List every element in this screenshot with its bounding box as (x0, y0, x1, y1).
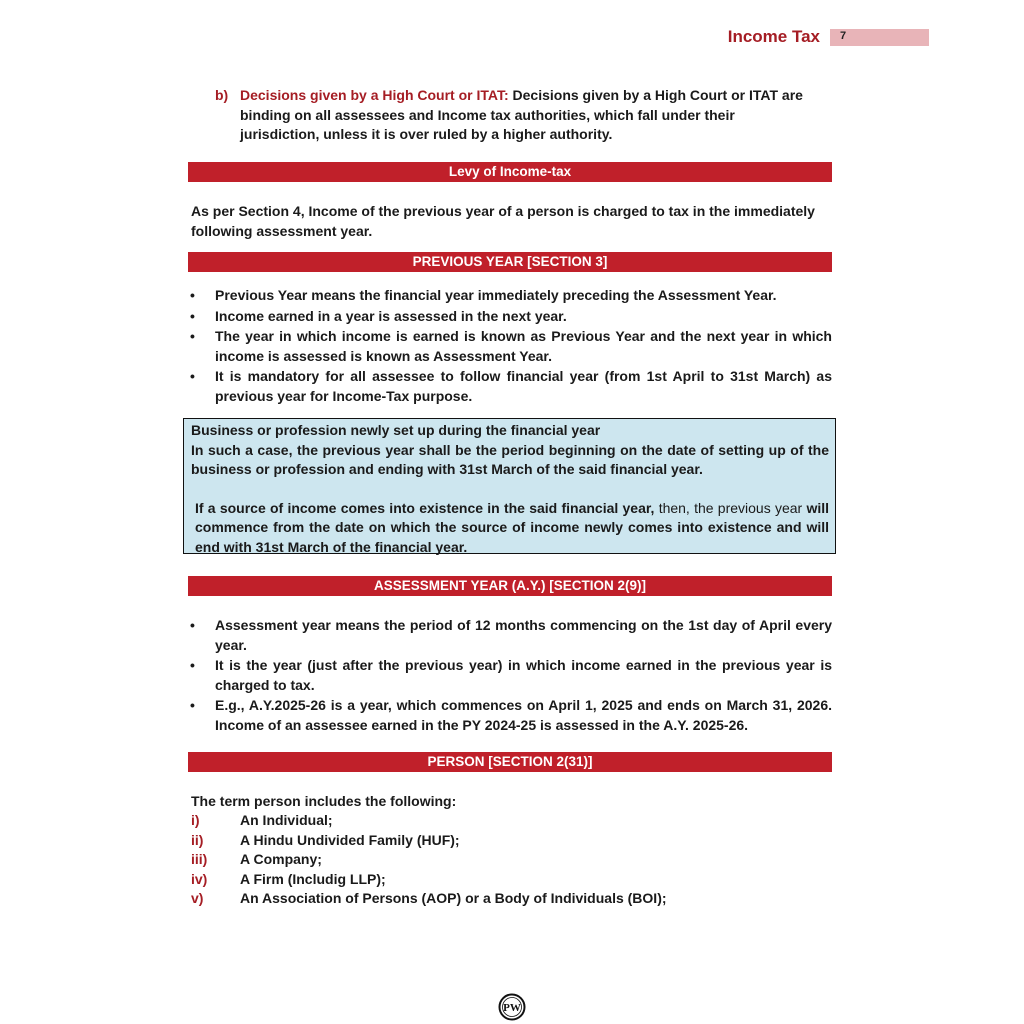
business-box-title: Business or profession newly set up during the financial year (191, 422, 601, 438)
item-number: i) (191, 812, 200, 828)
decision-line-1: Decisions given by a High Court or ITAT are (512, 87, 803, 103)
levy-line-2: following assessment year. (191, 222, 373, 239)
list-item (191, 811, 831, 831)
levy-text (191, 202, 836, 241)
list-item (191, 831, 831, 851)
item-text: An Association of Persons (AOP) or a Body of Individuals (BOI); (240, 890, 667, 906)
person-list (191, 811, 831, 909)
person-intro: The term person includes the following: (191, 793, 457, 809)
item-number: v) (191, 890, 204, 906)
assessment-year-list (190, 616, 832, 736)
para2-normal: then, the previous year (658, 499, 803, 516)
list-item (191, 889, 831, 909)
para2-bold: If a source of income comes into existence in the said financial year, (195, 499, 655, 516)
logo-text: PW (503, 1002, 521, 1014)
item-number: iv) (191, 870, 208, 887)
item-text: A Company; (240, 851, 322, 867)
decision-line-2: binding on all assessees and Income tax authorities, which fall under their (240, 106, 735, 123)
decision-block (240, 86, 840, 145)
list-item: • The year in which income is earned is known as Previous Year and the next year in which income is assessed is known as Assessment Year. (190, 327, 832, 366)
list-item: • Previous Year means the financial year immediately preceding the Assessment Year. (190, 286, 832, 306)
item-text: A Hindu Undivided Family (HUF); (240, 831, 460, 848)
header-title: Income Tax (727, 27, 820, 46)
levy-line-1: As per Section 4, Income of the previous year of a person is charged to tax in the immediately (191, 203, 815, 219)
decision-marker: b) (215, 87, 229, 103)
business-info-box (183, 418, 836, 554)
business-box-para2 (191, 499, 829, 558)
levy-band: Levy of Income-tax (188, 162, 832, 182)
decision-line-3: jurisdiction, unless it is over ruled by a higher authority. (240, 126, 613, 142)
page-number: 7 (840, 30, 847, 42)
item-text: A Firm (Includig LLP); (240, 870, 386, 887)
list-item (191, 850, 831, 870)
list-item: • It is the year (just after the previous year) in which income earned in the previous year is charged to tax. (190, 656, 832, 695)
pw-logo-icon (498, 993, 526, 1021)
business-box-para1: In such a case, the previous year shall be the period beginning on the date of setting up of the business or profession and ending with 31st March of the said financial year. (191, 441, 829, 477)
para2-rest: will commence from the date on which the source of income newly comes into existence and will end with 31st March of the financial year. (195, 499, 829, 555)
list-item: • Assessment year means the period of 12 months commencing on the 1st day of April every year. (190, 616, 832, 655)
list-item (191, 870, 831, 890)
item-number: iii) (191, 851, 208, 867)
person-band: PERSON [SECTION 2(31)] (188, 752, 832, 772)
assessment-year-band: ASSESSMENT YEAR (A.Y.) [SECTION 2(9)] (188, 576, 832, 596)
list-item: • E.g., A.Y.2025-26 is a year, which commences on April 1, 2025 and ends on March 31, 2026. Income of an assessee earned in the PY 2024-25 is assessed in the A.Y. 2025-26. (190, 696, 832, 735)
previous-year-band: PREVIOUS YEAR [SECTION 3] (188, 252, 832, 272)
decision-heading: Decisions given by a High Court or ITAT: (240, 87, 509, 103)
previous-year-list (190, 286, 832, 407)
item-text: An Individual; (240, 812, 333, 828)
item-number: ii) (191, 831, 204, 848)
page-number-box (830, 29, 929, 46)
list-item: • It is mandatory for all assessee to follow financial year (from 1st April to 31st March) as previous year for Income-Tax purpose. (190, 367, 832, 406)
spacer (191, 480, 829, 499)
list-item: • Income earned in a year is assessed in the next year. (190, 307, 832, 327)
